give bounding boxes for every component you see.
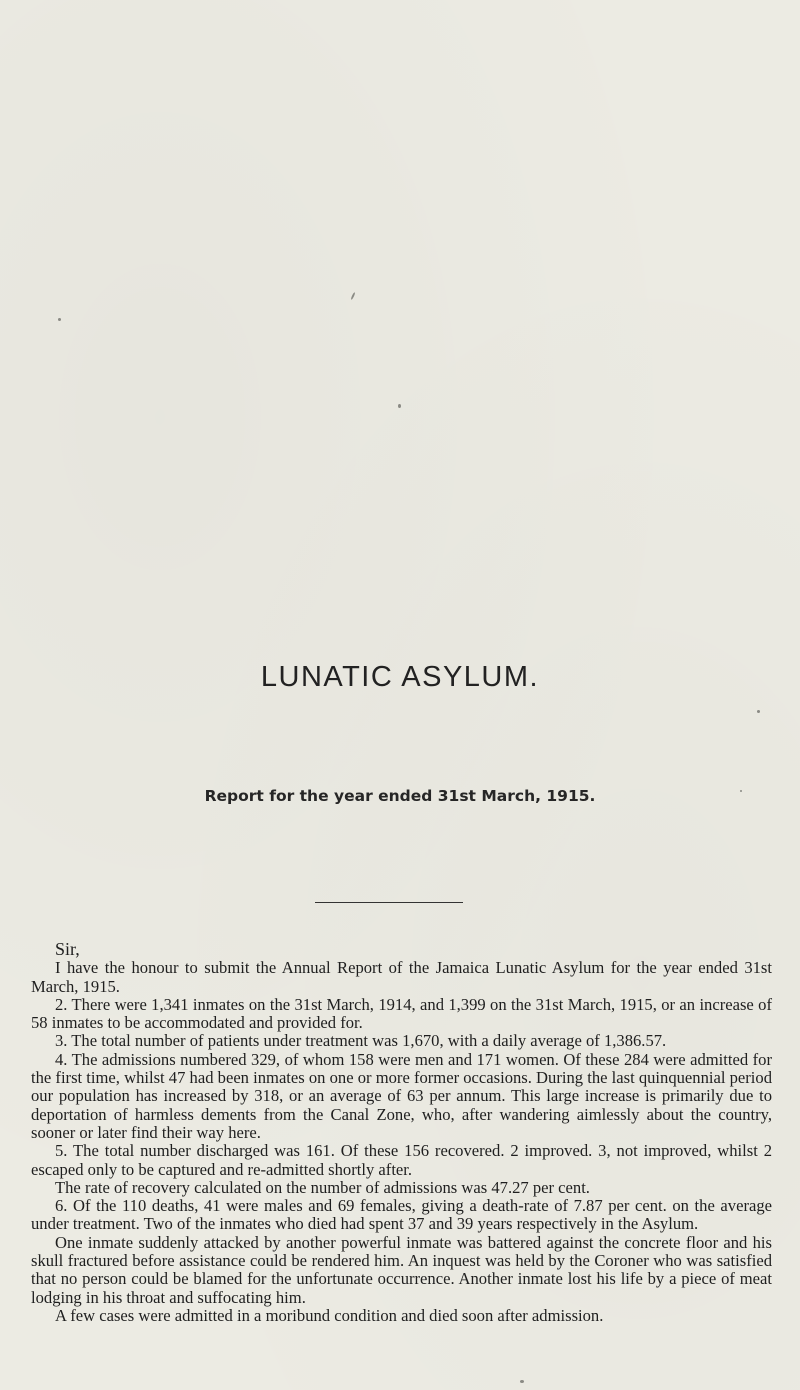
paragraph: 2. There were 1,341 inmates on the 31st March, 1914, and 1,399 on the 31st March, 1915, or an increase of 58 inmates to be accommodated and provided for. bbox=[31, 994, 772, 1033]
paragraph: One inmate suddenly attacked by another powerful inmate was battered against the concrete floor and his skull fractured before assistance could be rendered him. An inquest was held by the Coroner who was satisfied that no person could be blamed for the unfortunate occurrence. Another inmate lost his life by a piece of meat lodging in his throat and suffocating him. bbox=[31, 1232, 772, 1307]
paragraph: 3. The total number of patients under treatment was 1,670, with a daily average of 1,386.57. bbox=[55, 1031, 667, 1051]
divider-rule bbox=[315, 902, 463, 903]
scan-speck bbox=[757, 710, 760, 713]
paragraph: A few cases were admitted in a moribund condition and died soon after admission. bbox=[55, 1305, 604, 1325]
report-body bbox=[31, 940, 772, 1325]
scan-speck bbox=[520, 1380, 524, 1383]
salutation: Sir, bbox=[55, 939, 80, 959]
paragraph: 5. The total number discharged was 161. Of these 156 recovered. 2 improved. 3, not improved, whilst 2 escaped only to be captured and re-admitted shortly after. bbox=[31, 1141, 772, 1179]
paragraph: The rate of recovery calculated on the number of admissions was 47.27 per cent. bbox=[55, 1177, 590, 1197]
page-title: LUNATIC ASYLUM. bbox=[260, 661, 540, 693]
report-subtitle: Report for the year ended 31st March, 1915. bbox=[204, 787, 596, 805]
scan-speck bbox=[350, 292, 355, 300]
scan-speck bbox=[398, 404, 401, 408]
paragraph: 6. Of the 110 deaths, 41 were males and 69 females, giving a death-rate of 7.87 per cent. on the average under treatment. Two of the inmates who died had spent 37 and 39 years respectively in the Asylum. bbox=[31, 1196, 772, 1234]
paragraph: I have the honour to submit the Annual Report of the Jamaica Lunatic Asylum for the year ended 31st March, 1915. bbox=[31, 958, 772, 996]
paragraph: 4. The admissions numbered 329, of whom 158 were men and 171 women. Of these 284 were admitted for the first time, whilst 47 had been inmates on one or more former occasions. During the last quinquennial period our population has increased by 318, or an average of 63 per annum. This large increase is primarily due to deportation of harmless dements from the Canal Zone, who, after wandering aimlessly about the country, sooner or later find their way here. bbox=[31, 1049, 773, 1142]
scan-speck bbox=[58, 318, 61, 321]
